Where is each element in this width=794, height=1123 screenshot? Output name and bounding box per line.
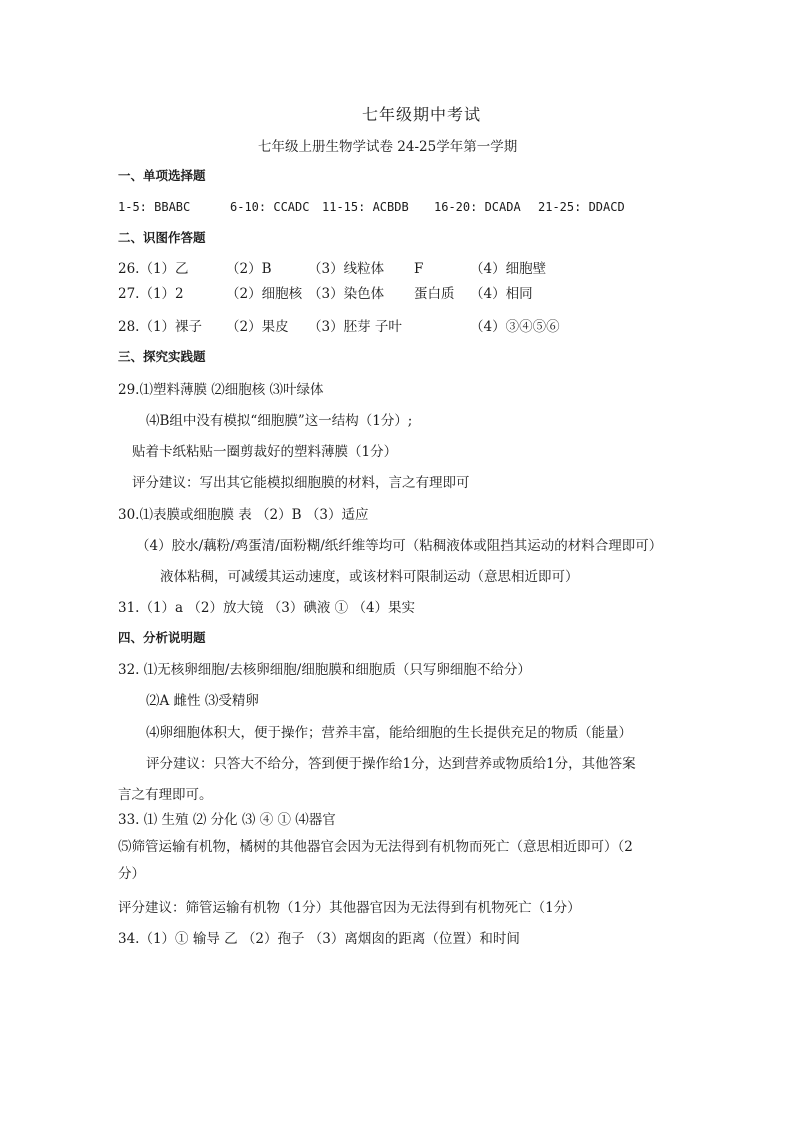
answer-group-16-20: 16-20: DCADA bbox=[434, 200, 521, 214]
q32-line1: 32. ⑴无核卵细胞/去核卵细胞/细胞膜和细胞质（只写卵细胞不给分） bbox=[118, 662, 531, 678]
answer-group-6-10: 6-10: CCADC bbox=[230, 200, 310, 214]
q33-line2: ⑸筛管运输有机物，橘树的其他器官会因为无法得到有机物而死亡（意思相近即可）（2 bbox=[118, 839, 633, 855]
page-title: 七年级期中考试 bbox=[362, 105, 482, 124]
q29-line2: ⑷B组中没有模拟“细胞膜”这一结构（1分）; bbox=[146, 413, 413, 429]
q33-line1: 33. ⑴ 生殖 ⑵ 分化 ⑶ ④ ① ⑷器官 bbox=[118, 812, 336, 828]
q29-line3: 贴着卡纸粘贴一圈剪裁好的塑料薄膜（1分） bbox=[132, 444, 398, 460]
q30-line3: 液体粘稠，可减缓其运动速度，或该材料可限制运动（意思相近即可） bbox=[160, 569, 579, 585]
q26-part1: 26.（1）乙 bbox=[118, 261, 189, 277]
q29-line1: 29.⑴塑料薄膜 ⑵细胞核 ⑶叶绿体 bbox=[118, 382, 324, 398]
q27-part1: 27.（1）2 bbox=[118, 286, 184, 302]
q34-line1: 34.（1）① 输导 乙 （2）孢子 （3）离烟囱的距离（位置）和时间 bbox=[118, 931, 520, 947]
answer-group-11-15: 11-15: ACBDB bbox=[322, 200, 409, 214]
q27-part2: （2）细胞核 bbox=[226, 286, 303, 302]
q33-scoring-note: 评分建议：筛管运输有机物（1分）其他器官因为无法得到有机物死亡（1分） bbox=[118, 900, 581, 916]
q32-scoring-note: 评分建议：只答大不给分，答到便于操作给1分，达到营养或物质给1分，其他答案 bbox=[146, 756, 636, 772]
section-heading-single-choice: 一、单项选择题 bbox=[118, 168, 206, 183]
answer-row-q27 bbox=[118, 285, 678, 303]
q27-part3: （3）染色体 bbox=[308, 286, 385, 302]
q30-line2: （4）胶水/藕粉/鸡蛋清/面粉糊/纸纤维等均可（粘稠液体或阻挡其运动的材料合理即可） bbox=[136, 538, 663, 554]
answer-group-1-5: 1-5: BBABC bbox=[118, 200, 191, 214]
q28-part1: 28.（1）裸子 bbox=[118, 319, 203, 335]
section-heading-analysis: 四、分析说明题 bbox=[118, 630, 206, 645]
answer-row-choice bbox=[118, 198, 678, 216]
answer-row-q28 bbox=[118, 318, 678, 336]
q29-scoring-note: 评分建议：写出其它能模拟细胞膜的材料，言之有理即可 bbox=[132, 475, 470, 491]
section-heading-diagram: 二、识图作答题 bbox=[118, 230, 206, 245]
q26-part3b: F bbox=[414, 261, 424, 277]
q31-line1: 31.（1）a （2）放大镜 （3）碘液 ① （4）果实 bbox=[118, 600, 416, 616]
answer-row-q26 bbox=[118, 260, 678, 278]
q32-line3: ⑷卵细胞体积大，便于操作；营养丰富，能给细胞的生长提供充足的物质（能量） bbox=[146, 725, 632, 741]
q30-line1: 30.⑴表膜或细胞膜 表 （2）B （3）适应 bbox=[118, 507, 369, 523]
q28-part2: （2）果皮 bbox=[226, 319, 289, 335]
q27-part4: （4）相同 bbox=[470, 286, 533, 302]
q27-part3b: 蛋白质 bbox=[414, 286, 455, 302]
q26-part4: （4）细胞壁 bbox=[470, 261, 547, 277]
page-subtitle: 七年级上册生物学试卷 24-25学年第一学期 bbox=[258, 139, 518, 155]
q32-line2: ⑵A 雌性 ⑶受精卵 bbox=[146, 693, 259, 709]
q26-part3: （3）线粒体 bbox=[308, 261, 385, 277]
q33-line3: 分） bbox=[118, 866, 145, 882]
q26-part2: （2）B bbox=[226, 261, 272, 277]
q32-scoring-note-cont: 言之有理即可。 bbox=[118, 787, 213, 803]
answer-group-21-25: 21-25: DDACD bbox=[538, 200, 625, 214]
q28-part4: （4）③④⑤⑥ bbox=[470, 319, 560, 335]
q28-part3: （3）胚芽 子叶 bbox=[308, 319, 402, 335]
section-heading-inquiry: 三、探究实践题 bbox=[118, 349, 206, 364]
